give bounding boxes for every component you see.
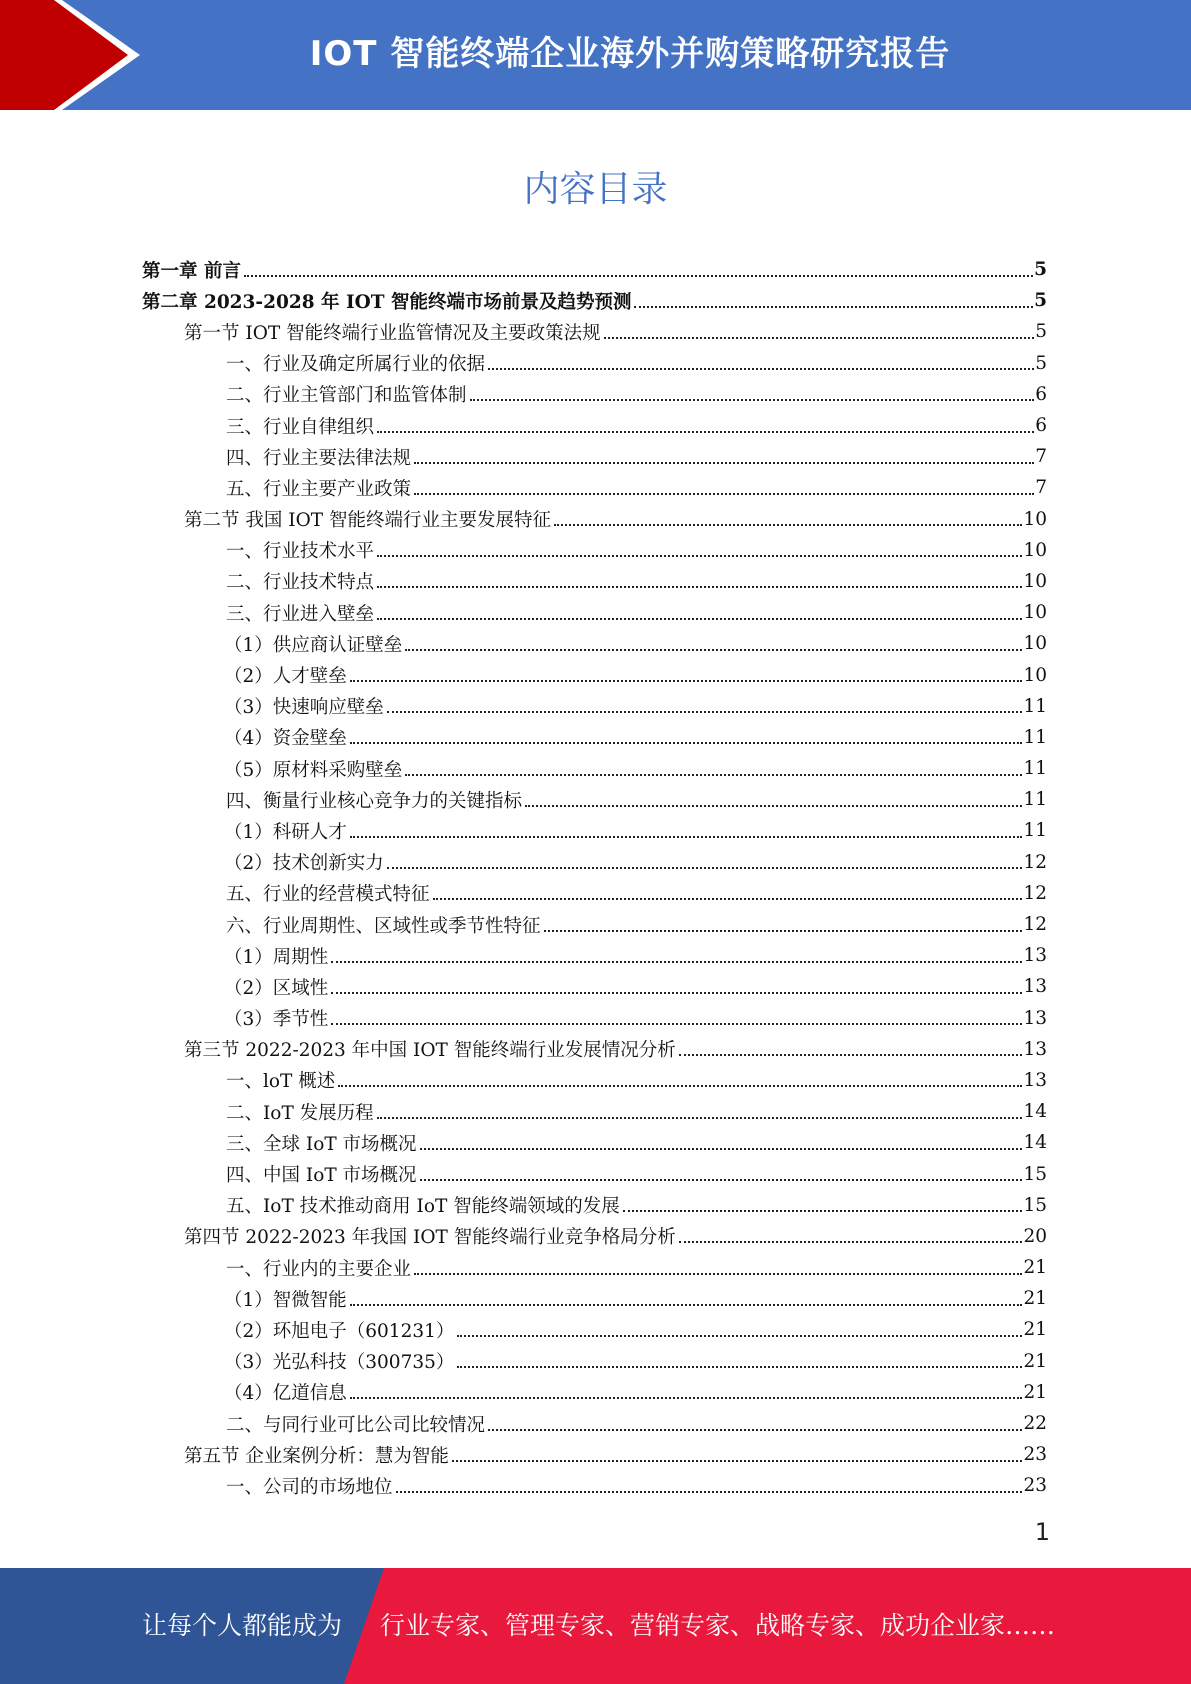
toc-dot-leader — [405, 756, 1022, 776]
toc-entry-label: （4）亿道信息 — [224, 1383, 347, 1405]
toc-entry[interactable] — [0, 504, 1191, 535]
toc-entry-page: 10 — [1023, 570, 1047, 592]
footer-slogan-left: 让每个人都能成为 — [141, 1611, 342, 1640]
toc-entry[interactable] — [0, 1283, 1191, 1314]
toc-dot-leader — [244, 257, 1033, 277]
toc-entry[interactable] — [0, 1096, 1191, 1127]
toc-entry[interactable] — [0, 535, 1191, 566]
toc-entry[interactable] — [0, 1346, 1191, 1377]
toc-entry-page: 11 — [1023, 726, 1047, 748]
toc-dot-leader — [488, 350, 1034, 370]
toc-entry-page: 5 — [1034, 290, 1047, 312]
toc-entry-label: 第二节 我国 IOT 智能终端行业主要发展特征 — [184, 510, 551, 532]
toc-entry-page: 5 — [1035, 352, 1047, 374]
toc-entry-label: 五、行业的经营模式特征 — [226, 884, 430, 906]
toc-entry-label: （5）原材料采购壁垒 — [224, 759, 403, 781]
toc-entry-page: 11 — [1023, 758, 1047, 780]
toc-entry[interactable] — [0, 1034, 1191, 1065]
toc-entry-label: 四、行业主要法律法规 — [226, 447, 412, 469]
toc-entry[interactable] — [0, 1127, 1191, 1158]
toc-entry-page: 21 — [1023, 1288, 1047, 1310]
toc-entry-page: 10 — [1023, 539, 1047, 561]
toc-entry-label: 一、行业内的主要企业 — [226, 1258, 412, 1280]
toc-entry-page: 15 — [1023, 1194, 1047, 1216]
toc-entry[interactable] — [0, 254, 1191, 285]
toc-dot-leader — [544, 912, 1023, 932]
toc-entry-label: （1）供应商认证壁垒 — [224, 634, 403, 656]
toc-dot-leader — [331, 974, 1022, 994]
toc-dot-leader — [470, 381, 1035, 401]
toc-dot-leader — [525, 787, 1022, 807]
toc-entry-page: 22 — [1023, 1413, 1047, 1435]
toc-entry-page: 6 — [1035, 415, 1047, 437]
toc-dot-leader — [420, 1161, 1023, 1181]
toc-entry[interactable] — [0, 722, 1191, 753]
toc-dot-leader — [405, 631, 1022, 651]
table-of-contents — [0, 254, 1191, 1502]
toc-entry[interactable] — [0, 940, 1191, 971]
toc-entry-label: 二、IoT 发展历程 — [226, 1102, 374, 1124]
toc-dot-leader — [604, 319, 1035, 339]
toc-entry-label: （2）环旭电子（601231） — [224, 1320, 455, 1342]
toc-entry-label: 五、行业主要产业政策 — [226, 478, 412, 500]
toc-entry-page: 7 — [1035, 446, 1047, 468]
toc-entry[interactable] — [0, 441, 1191, 472]
toc-entry-label: 二、行业主管部门和监管体制 — [226, 385, 467, 407]
toc-entry-page: 10 — [1023, 633, 1047, 655]
toc-entry-page: 11 — [1023, 789, 1047, 811]
toc-entry[interactable] — [0, 410, 1191, 441]
toc-dot-leader — [634, 288, 1033, 308]
footer-slogan-right: 行业专家、管理专家、营销专家、战略专家、成功企业家…… — [380, 1611, 1056, 1640]
toc-entry-page: 10 — [1023, 664, 1047, 686]
toc-entry-page: 10 — [1023, 602, 1047, 624]
page-footer — [0, 1568, 1191, 1684]
page-header — [0, 0, 1191, 110]
toc-entry-page: 13 — [1023, 1007, 1047, 1029]
toc-entry-label: 第四节 2022-2023 年我国 IOT 智能终端行业竞争格局分析 — [184, 1227, 676, 1249]
toc-entry-page: 7 — [1035, 477, 1047, 499]
toc-entry[interactable] — [0, 1003, 1191, 1034]
toc-entry-label: （2）区域性 — [224, 977, 329, 999]
toc-dot-leader — [457, 1348, 1022, 1368]
toc-entry-page: 13 — [1023, 1069, 1047, 1091]
toc-entry[interactable] — [0, 1408, 1191, 1439]
toc-dot-leader — [623, 1192, 1023, 1212]
toc-entry[interactable] — [0, 379, 1191, 410]
toc-entry-page: 21 — [1023, 1319, 1047, 1341]
toc-entry-label: （4）资金壁垒 — [224, 728, 347, 750]
toc-entry-label: 三、行业进入壁垒 — [226, 603, 375, 625]
toc-dot-leader — [350, 818, 1023, 838]
toc-entry-label: （1）科研人才 — [224, 821, 347, 843]
toc-entry-label: 第一章 前言 — [142, 260, 241, 282]
toc-entry[interactable] — [0, 971, 1191, 1002]
toc-dot-leader — [377, 413, 1034, 433]
toc-entry-label: 三、行业自律组织 — [226, 416, 375, 438]
toc-entry-page: 23 — [1023, 1475, 1047, 1497]
toc-entry-label: 一、行业技术水平 — [226, 541, 375, 563]
toc-dot-leader — [679, 1036, 1023, 1056]
toc-entry-page: 10 — [1023, 508, 1047, 530]
toc-dot-leader — [414, 475, 1034, 495]
toc-entry-label: （1）智微智能 — [224, 1289, 347, 1311]
toc-dot-leader — [420, 1130, 1023, 1150]
toc-dot-leader — [350, 1286, 1023, 1306]
toc-heading: 内容目录 — [523, 169, 668, 210]
toc-dot-leader — [433, 880, 1023, 900]
toc-entry[interactable] — [0, 1314, 1191, 1345]
toc-entry[interactable] — [0, 784, 1191, 815]
toc-dot-leader — [338, 1067, 1022, 1087]
toc-entry[interactable] — [0, 1065, 1191, 1096]
toc-entry-page: 11 — [1023, 820, 1047, 842]
toc-dot-leader — [331, 943, 1022, 963]
toc-dot-leader — [414, 1255, 1022, 1275]
toc-dot-leader — [350, 1379, 1023, 1399]
toc-entry-label: 五、IoT 技术推动商用 IoT 智能终端领域的发展 — [226, 1196, 620, 1218]
toc-entry-page: 13 — [1023, 945, 1047, 967]
toc-entry-page: 14 — [1023, 1132, 1047, 1154]
toc-entry[interactable] — [0, 597, 1191, 628]
toc-dot-leader — [331, 1005, 1022, 1025]
toc-dot-leader — [350, 662, 1023, 682]
toc-entry-label: 二、与同行业可比公司比较情况 — [226, 1414, 486, 1436]
toc-entry-label: 四、中国 IoT 市场概况 — [226, 1165, 417, 1187]
toc-entry-page: 5 — [1034, 259, 1047, 281]
toc-entry[interactable] — [0, 847, 1191, 878]
toc-entry-label: 第二章 2023-2028 年 IOT 智能终端市场前景及趋势预测 — [142, 291, 632, 313]
header-arrow-decoration — [0, 0, 160, 110]
toc-dot-leader — [554, 506, 1022, 526]
toc-entry-label: 一、行业及确定所属行业的依据 — [226, 354, 486, 376]
toc-entry-page: 12 — [1023, 851, 1047, 873]
toc-dot-leader — [679, 1223, 1023, 1243]
toc-dot-leader — [452, 1442, 1023, 1462]
toc-entry-page: 20 — [1023, 1225, 1047, 1247]
toc-entry[interactable] — [0, 316, 1191, 347]
toc-entry[interactable] — [0, 1158, 1191, 1189]
toc-entry-label: （3）光弘科技（300735） — [224, 1352, 455, 1374]
toc-dot-leader — [488, 1411, 1022, 1431]
toc-dot-leader — [377, 537, 1022, 557]
toc-entry-label: 一、公司的市场地位 — [226, 1476, 393, 1498]
toc-entry[interactable] — [0, 1470, 1191, 1501]
toc-dot-leader — [377, 1099, 1023, 1119]
document-title: IOT 智能终端企业海外并购策略研究报告 — [309, 34, 951, 74]
toc-dot-leader — [387, 693, 1023, 713]
toc-entry-label: 三、全球 IoT 市场概况 — [226, 1133, 417, 1155]
toc-entry-label: 第一节 IOT 智能终端行业监管情况及主要政策法规 — [184, 322, 601, 344]
toc-entry-page: 5 — [1035, 321, 1047, 343]
page-number: 1 — [1034, 1518, 1050, 1546]
toc-entry-page: 23 — [1023, 1444, 1047, 1466]
toc-entry-page: 6 — [1035, 383, 1047, 405]
toc-entry-label: （3）季节性 — [224, 1009, 329, 1031]
toc-entry-page: 15 — [1023, 1163, 1047, 1185]
toc-entry-page: 13 — [1023, 976, 1047, 998]
toc-entry-label: 第三节 2022-2023 年中国 IOT 智能终端行业发展情况分析 — [184, 1040, 676, 1062]
toc-entry-page: 12 — [1023, 914, 1047, 936]
toc-dot-leader — [414, 444, 1034, 464]
toc-entry[interactable] — [0, 1252, 1191, 1283]
toc-entry[interactable] — [0, 628, 1191, 659]
toc-dot-leader — [377, 600, 1022, 620]
toc-dot-leader — [350, 724, 1023, 744]
toc-entry[interactable] — [0, 909, 1191, 940]
toc-entry-label: 第五节 企业案例分析：慧为智能 — [184, 1445, 449, 1467]
toc-dot-leader — [377, 568, 1022, 588]
toc-entry-label: 六、行业周期性、区域性或季节性特征 — [226, 915, 541, 937]
toc-entry[interactable] — [0, 1439, 1191, 1470]
toc-entry[interactable] — [0, 691, 1191, 722]
toc-entry[interactable] — [0, 566, 1191, 597]
toc-entry[interactable] — [0, 1190, 1191, 1221]
toc-entry[interactable] — [0, 659, 1191, 690]
toc-entry[interactable] — [0, 815, 1191, 846]
toc-entry[interactable] — [0, 878, 1191, 909]
toc-dot-leader — [387, 849, 1023, 869]
toc-entry[interactable] — [0, 348, 1191, 379]
toc-entry[interactable] — [0, 472, 1191, 503]
toc-entry[interactable] — [0, 1221, 1191, 1252]
toc-entry-page: 21 — [1023, 1381, 1047, 1403]
toc-entry-page: 21 — [1023, 1257, 1047, 1279]
toc-entry[interactable] — [0, 285, 1191, 316]
toc-dot-leader — [457, 1317, 1022, 1337]
toc-entry-label: 四、衡量行业核心竞争力的关键指标 — [226, 790, 523, 812]
toc-entry[interactable] — [0, 1377, 1191, 1408]
toc-entry-page: 13 — [1023, 1038, 1047, 1060]
toc-entry-page: 14 — [1023, 1101, 1047, 1123]
toc-entry-page: 12 — [1023, 882, 1047, 904]
toc-entry-label: 二、行业技术特点 — [226, 572, 375, 594]
toc-entry-label: 一、loT 概述 — [226, 1071, 336, 1093]
toc-dot-leader — [396, 1473, 1023, 1493]
toc-entry[interactable] — [0, 753, 1191, 784]
toc-entry-label: （2）技术创新实力 — [224, 853, 384, 875]
toc-entry-label: （2）人才壁垒 — [224, 666, 347, 688]
toc-entry-page: 21 — [1023, 1350, 1047, 1372]
toc-entry-label: （3）快速响应壁垒 — [224, 697, 384, 719]
toc-entry-page: 11 — [1023, 695, 1047, 717]
toc-entry-label: （1）周期性 — [224, 946, 329, 968]
